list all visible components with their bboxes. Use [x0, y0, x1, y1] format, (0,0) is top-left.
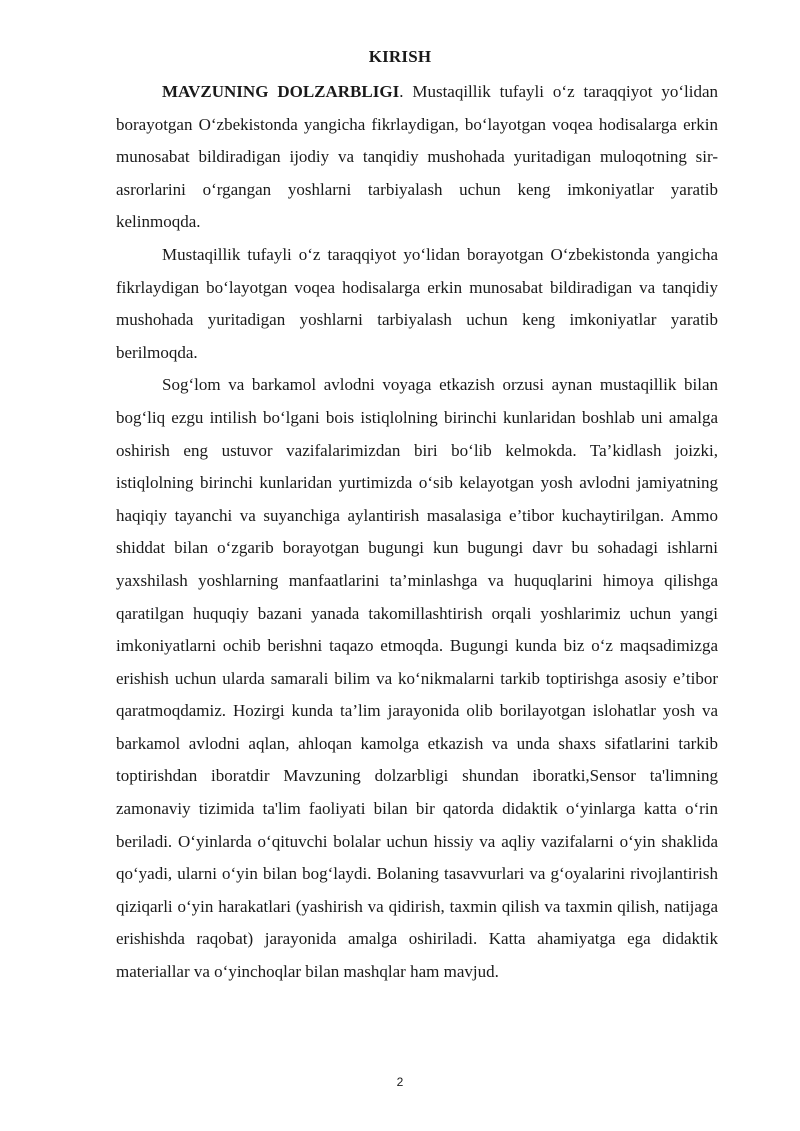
- document-body: [116, 76, 718, 989]
- section-lead: MAVZUNING DOLZARBLIGI: [162, 82, 400, 101]
- paragraph: Mustaqillik tufayli o‘z taraqqiyot yo‘lidan borayotgan O‘zbekistonda yangicha fikrlaydigan bo‘layotgan voqea hodisalarga erkin munosabat bildiradigan va tanqidiy mushohada yuritadigan yoshlarni tarbiyalash uchun keng imkoniyatlar yaratib berilmoqda.: [116, 244, 718, 362]
- paragraph-text: . Mustaqillik tufayli o‘z taraqqiyot yo‘lidan borayotgan O‘zbekistonda yangicha fikrlaydigan, bo‘layotgan voqea hodisalarga erkin munosabat bildiradigan ijodiy va tanqidiy mushohada yuritadigan muloqotning sir-asrorlarini o‘rgangan yoshlarni tarbiyalash uchun keng imkoniyatlar yaratib kelinmoqda.: [116, 82, 718, 232]
- paragraph: Sog‘lom va barkamol avlodni voyaga etkazish orzusi aynan mustaqillik bilan bog‘liq ezgu intilish bo‘lgani bois istiqlolning birinchi kunlaridan boshlab uni amalga oshirish eng ustuvor vazifalarimizdan biri bo‘lib kelmokda. Ta’kidlash joizki, istiqlolning birinchi kunlaridan yurtimizda o‘sib kelayotgan yosh avlodni jamiyatning haqiqiy tayanchi va suyanchiga aylantirish masalasiga e’tibor kuchaytirilgan. Ammo shiddat bilan o‘zgarib borayotgan bugungi kun bugungi davr bu sohadagi ishlarni yaxshilash yoshlarning manfaatlarini ta’minlashga va huquqlarini himoya qilishga qaratilgan huquqiy bazani yanada takomillashtirish orqali yoshlarimiz uchun yangi imkoniyatlarni ochib berishni taqazo etmoqda. Bugungi kunda biz o‘z maqsadimizga erishish uchun ularda samarali bilim va ko‘nikmalarni tarkib toptirishga asosiy e’tibor qaratmoqdamiz. Hozirgi kunda ta’lim jarayonida olib borilayotgan islohatlar yosh va barkamol avlodni aqlan, ahloqan kamolga etkazish va unda shaxs sifatlarini tarkib toptirishdan iboratdir Mavzuning dolzarbligi shundan iboratki,Sensor ta'limning zamonaviy tizimida ta'lim faoliyati bilan bir qatorda didaktik o‘yinlarga katta o‘rin beriladi. O‘yinlarda o‘qituvchi bolalar uchun hissiy va aqliy vazifalarni o‘yin shaklida qo‘yadi, ularni o‘yin bilan bog‘laydi. Bolaning tasavvurlari va g‘oyalarini rivojlantirish qiziqarli o‘yin harakatlari (yashirish va qidirish, taxmin qilish va taxmin qilish, natijaga erishishda raqobat) jarayonida amalga oshiriladi. Katta ahamiyatga ega didaktik materiallar va o‘yinchoqlar bilan mashqlar ham mavjud.: [116, 375, 718, 982]
- paragraph-relevance: [116, 76, 718, 239]
- page-title: KIRISH: [368, 47, 432, 66]
- page-number: 2: [396, 1075, 404, 1089]
